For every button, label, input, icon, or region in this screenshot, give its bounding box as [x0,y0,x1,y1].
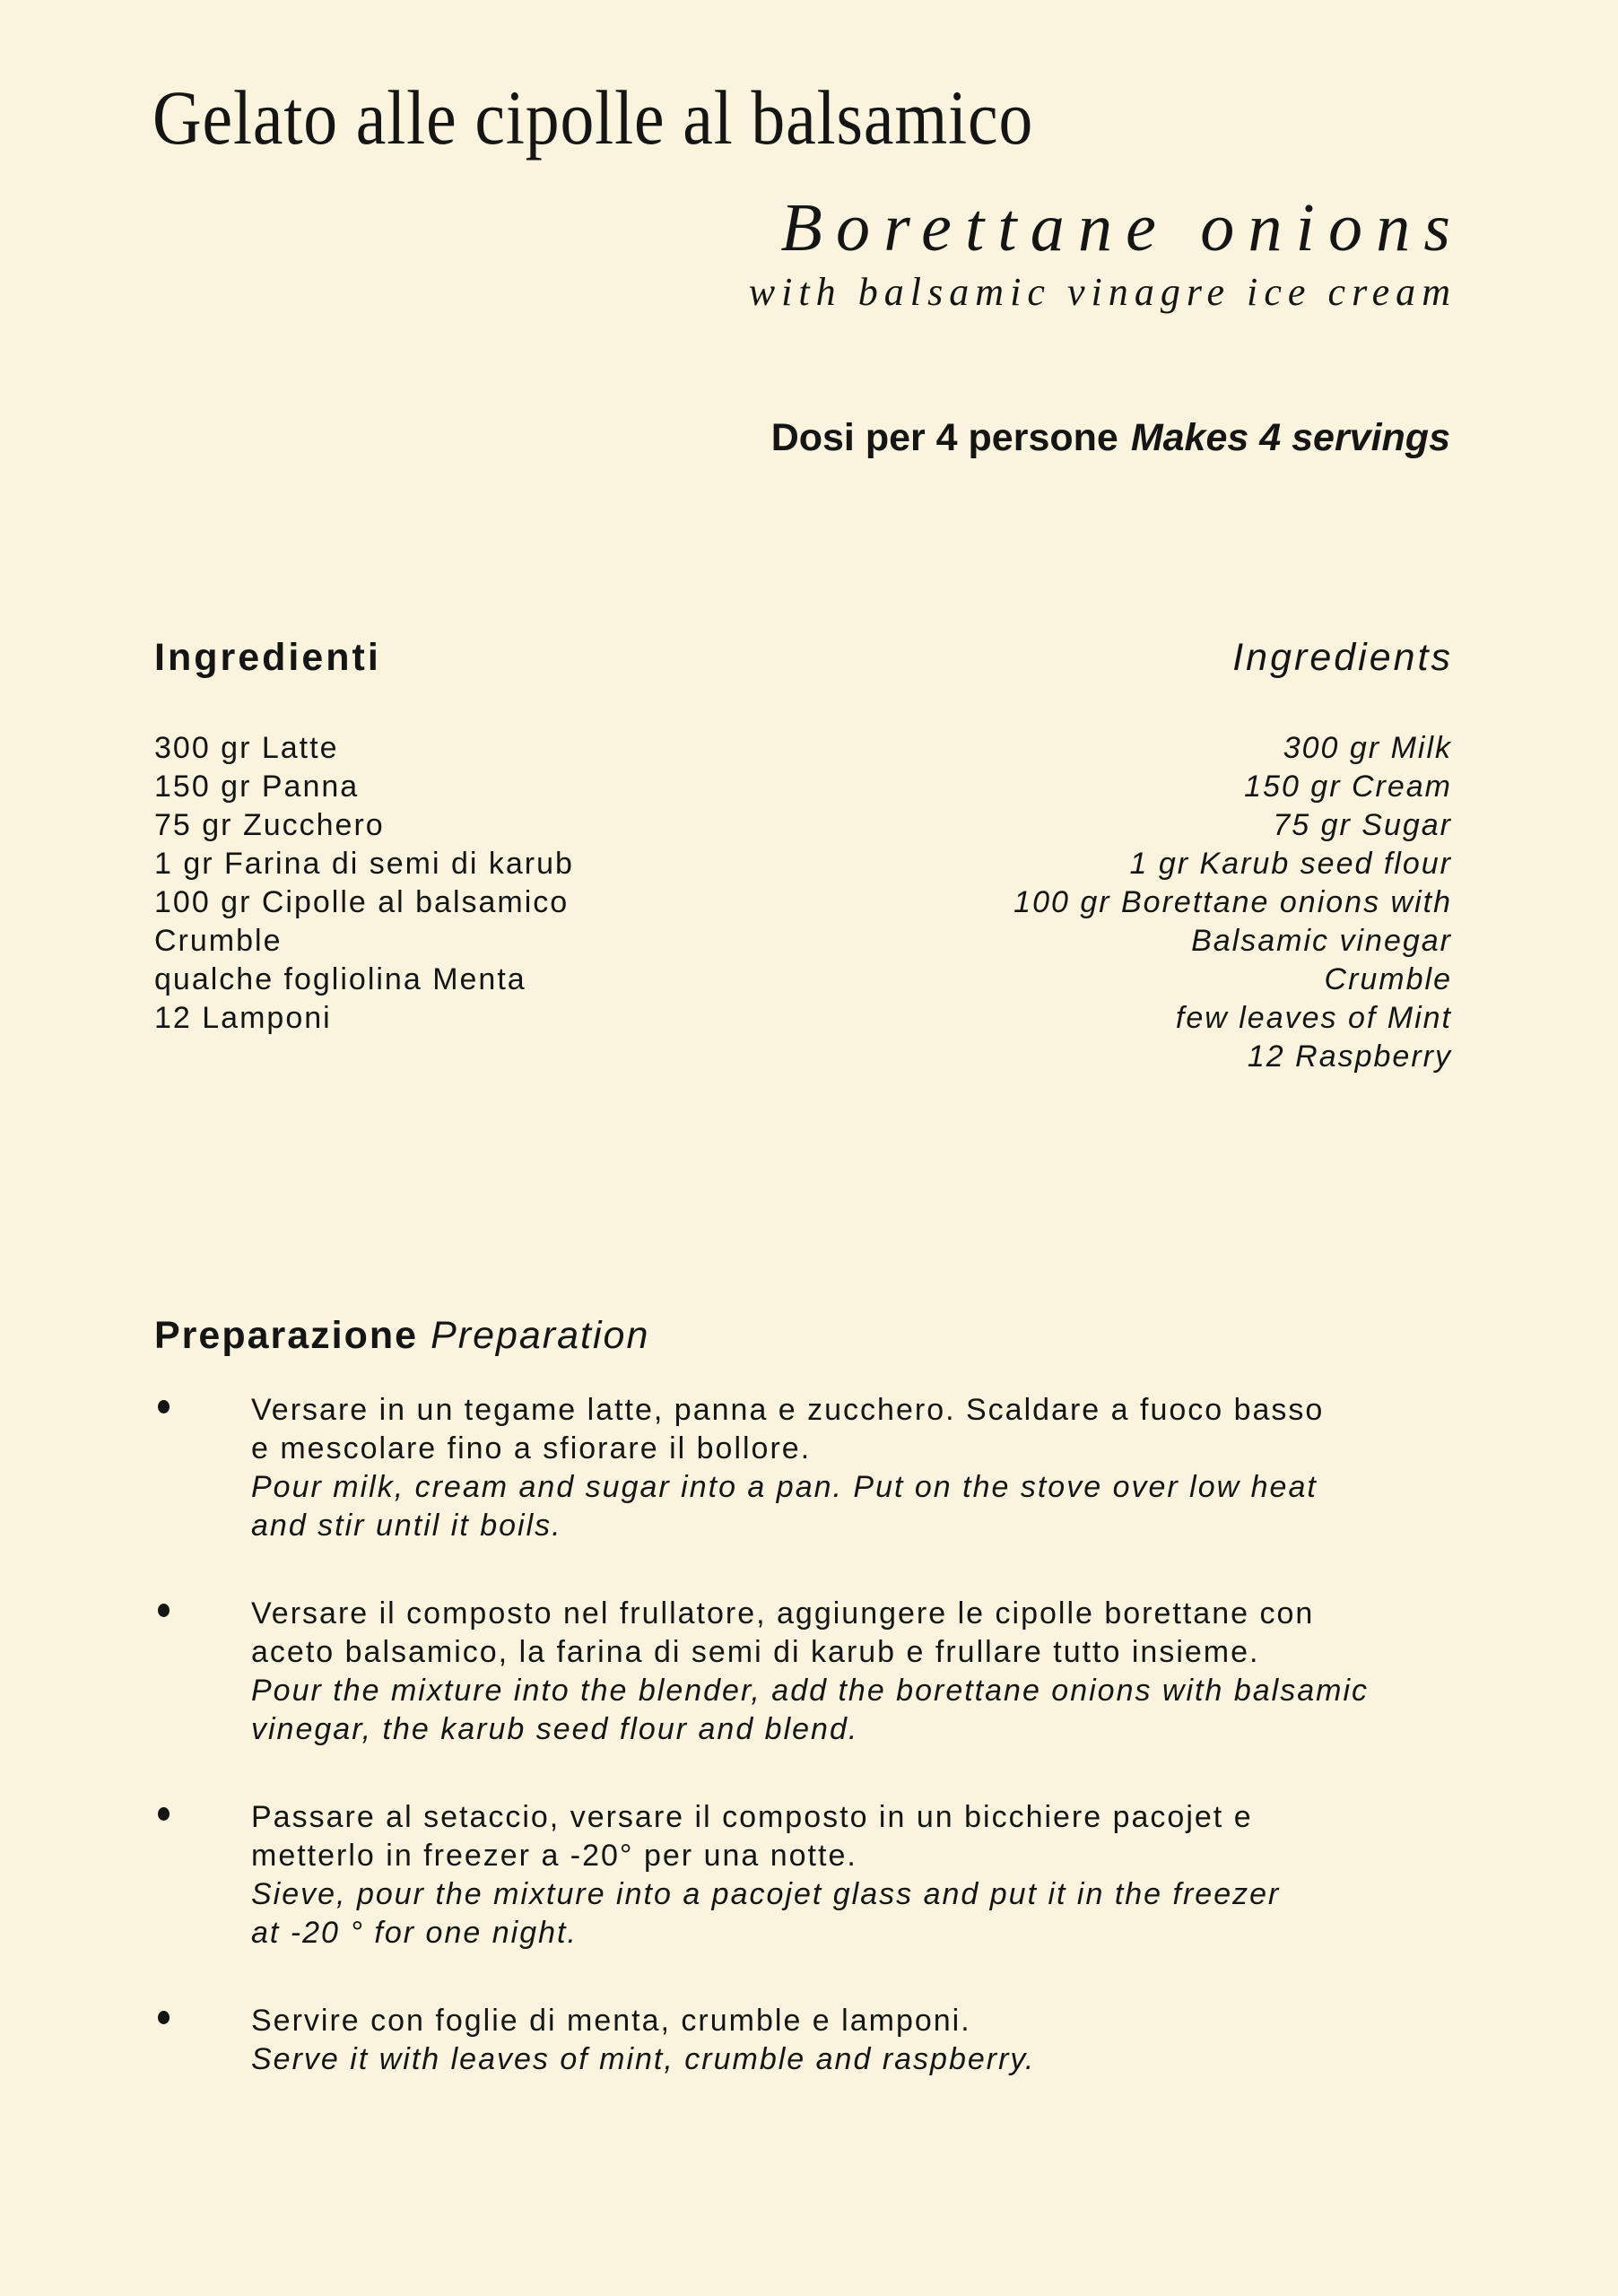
ingredients-heading-italian: Ingredienti [154,636,381,679]
text-line: at -20 ° for one night. [251,1916,578,1950]
text-line: Crumble [1324,962,1452,996]
text-line: Crumble [154,924,283,958]
text-line: 75 gr Zucchero [154,808,385,842]
text-line: 100 gr Cipolle al balsamico [154,885,570,919]
ingredients-list-english [1013,729,1452,1076]
text-line: and stir until it boils. [251,1509,562,1543]
preparation-step-2 [154,1595,1580,1749]
step-2-text-english [251,1672,1580,1749]
servings-english: Makes 4 servings [1130,416,1450,459]
text-line: Versare il composto nel frullatore, aggiungere le cipolle borettane con [251,1596,1315,1631]
text-line: 12 Raspberry [1247,1039,1452,1074]
servings-italian: Dosi per 4 persone [770,416,1118,459]
preparation-steps [154,1391,1580,2128]
text-line: 100 gr Borettane onions with [1013,885,1452,919]
page-title [152,74,1153,161]
subtitle-english-detail: with balsamic vinagre ice cream [748,270,1457,314]
ingredients-list-italian [154,729,574,1038]
step-2-text-italian [251,1595,1580,1672]
ingredients-heading-english: Ingredients [1232,636,1453,679]
page-title-text: Gelato alle cipolle al balsamico [152,74,1034,161]
text-line: Servire con foglie di menta, crumble e lamponi. [251,2004,971,2038]
text-line: 1 gr Farina di semi di karub [154,847,574,881]
text-line: qualche fogliolina Menta [154,962,526,996]
text-line: 300 gr Latte [154,731,339,765]
text-line: aceto balsamico, la farina di semi di karub e frullare tutto insieme. [251,1635,1260,1669]
text-line: 1 gr Karub seed flour [1129,847,1452,881]
text-line: 12 Lamponi [154,1001,332,1035]
text-line: 75 gr Sugar [1273,808,1452,842]
preparation-step-3 [154,1798,1580,1952]
step-3-text-italian [251,1798,1580,1875]
preparation-step-4 [154,2002,1580,2079]
step-4-text-english [251,2040,1580,2079]
text-line: 300 gr Milk [1283,731,1452,765]
text-line: Pour the mixture into the blender, add the borettane onions with balsamic [251,1674,1370,1708]
step-1-text-english [251,1468,1580,1545]
text-line: e mescolare fino a sfiorare il bollore. [251,1431,812,1465]
text-line: metterlo in freezer a -20° per una notte. [251,1839,857,1873]
preparation-heading-english: Preparation [431,1314,650,1357]
text-line: Versare in un tegame latte, panna e zucchero. Scaldare a fuoco basso [251,1393,1325,1427]
text-line: vinegar, the karub seed flour and blend. [251,1712,859,1746]
step-3-text-english [251,1875,1580,1952]
text-line: few leaves of Mint [1175,1001,1452,1035]
text-line: Balsamic vinegar [1191,924,1452,958]
bullet-icon [158,1807,170,1821]
subtitle-english: Borettane onions [780,190,1465,265]
step-1-text-italian [251,1391,1580,1468]
text-line: 150 gr Panna [154,770,360,804]
text-line: Passare al setaccio, versare il composto in un bicchiere pacojet e [251,1800,1253,1834]
text-line: Pour milk, cream and sugar into a pan. Put on the stove over low heat [251,1470,1318,1504]
text-line: 150 gr Cream [1244,770,1452,804]
bullet-icon [158,1400,170,1413]
bullet-icon [158,2011,170,2024]
bullet-icon [158,1604,170,1617]
text-line: Sieve, pour the mixture into a pacojet glass and put it in the freezer [251,1877,1281,1911]
step-4-text-italian [251,2002,1580,2040]
preparation-heading-italian: Preparazione [154,1314,419,1357]
servings-line [770,416,1450,459]
preparation-step-1 [154,1391,1580,1545]
preparation-heading [154,1314,650,1357]
text-line: Serve it with leaves of mint, crumble and raspberry. [251,2042,1036,2076]
